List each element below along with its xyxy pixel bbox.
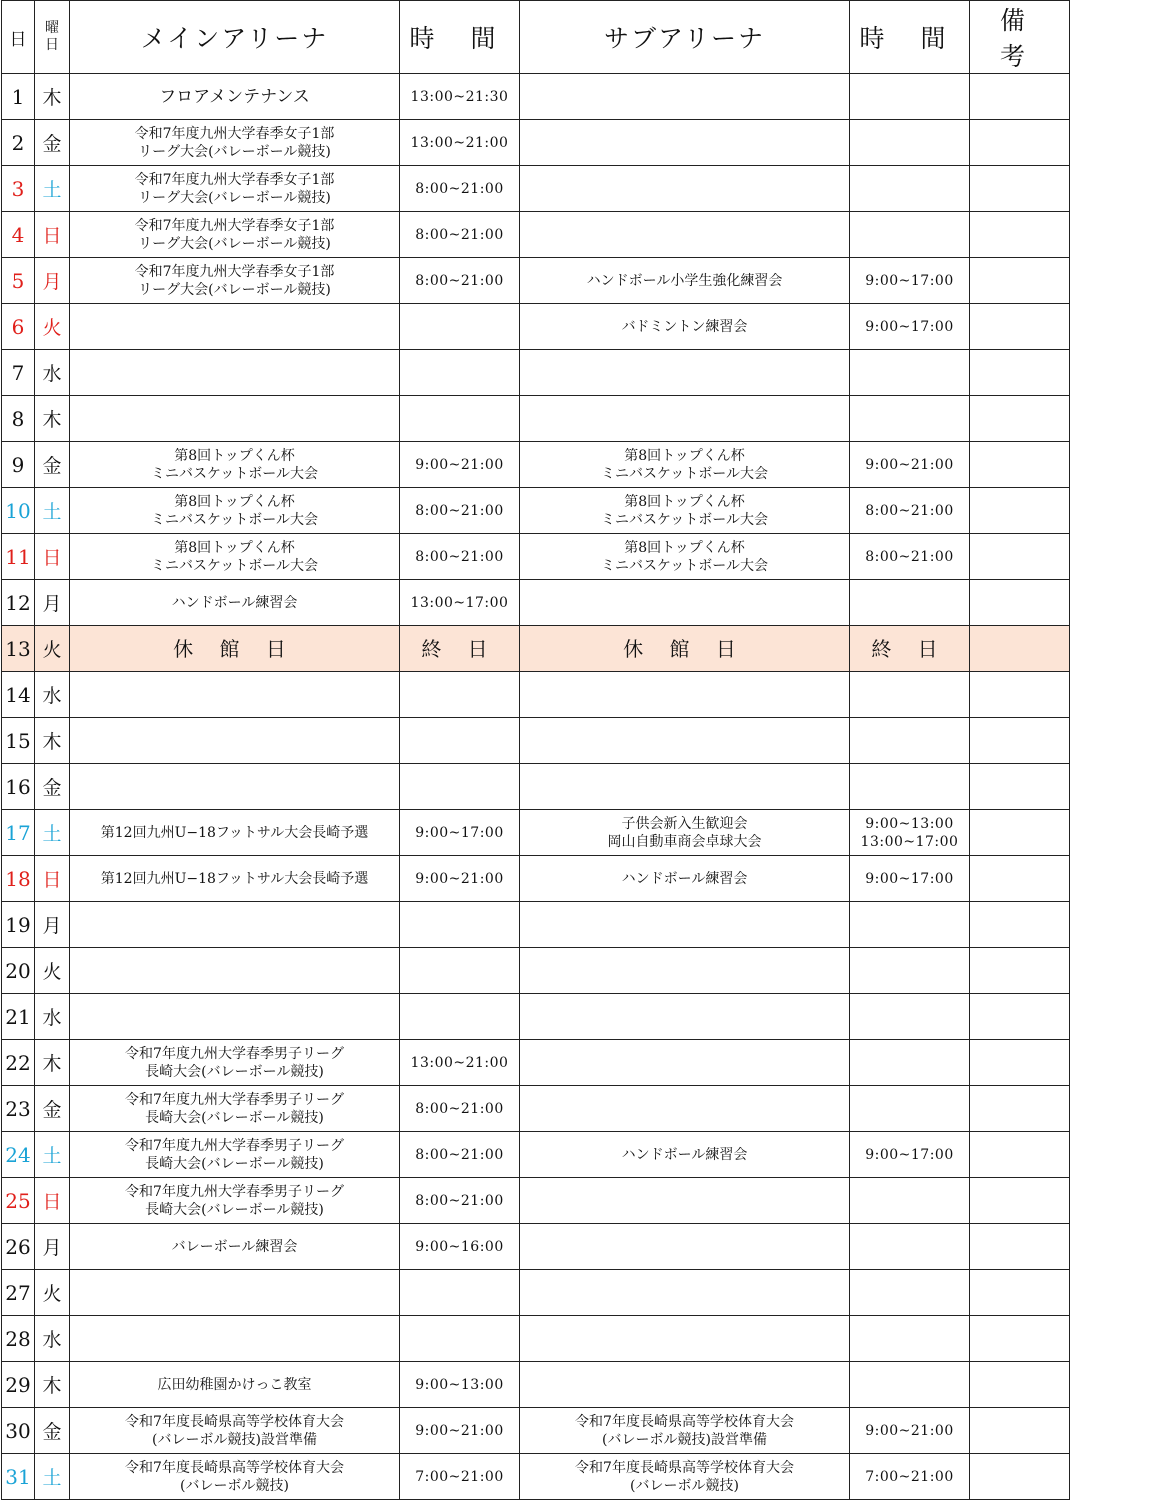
table-row <box>2 304 1070 350</box>
sub-arena-event-cell <box>520 120 850 166</box>
sub-arena-time-cell <box>850 120 970 166</box>
main-arena-time-cell: 終 日 <box>400 626 520 672</box>
day-of-week-cell: 水 <box>35 672 70 718</box>
day-of-week-cell: 木 <box>35 74 70 120</box>
sub-arena-time-cell <box>850 1224 970 1270</box>
sub-arena-event-cell <box>520 396 850 442</box>
day-cell: 30 <box>2 1408 35 1454</box>
day-cell: 26 <box>2 1224 35 1270</box>
sub-arena-time-cell: 9:00~17:00 <box>850 258 970 304</box>
main-arena-time-cell: 7:00~21:00 <box>400 1454 520 1500</box>
main-arena-time-cell: 9:00~21:00 <box>400 856 520 902</box>
day-of-week-cell: 金 <box>35 1086 70 1132</box>
sub-arena-time-cell <box>850 718 970 764</box>
day-cell: 19 <box>2 902 35 948</box>
sub-arena-event-cell <box>520 764 850 810</box>
sub-arena-event-cell <box>520 718 850 764</box>
header-dow-text: 曜 日 <box>45 20 59 53</box>
main-arena-time-cell <box>400 672 520 718</box>
sub-arena-event-cell: ハンドボール練習会 <box>520 856 850 902</box>
notes-cell <box>970 488 1070 534</box>
notes-cell <box>970 1132 1070 1178</box>
day-cell: 5 <box>2 258 35 304</box>
day-of-week-cell: 土 <box>35 166 70 212</box>
sub-arena-event-cell <box>520 1040 850 1086</box>
day-cell: 28 <box>2 1316 35 1362</box>
table-row <box>2 580 1070 626</box>
notes-cell <box>970 442 1070 488</box>
day-cell: 15 <box>2 718 35 764</box>
main-arena-time-cell: 8:00~21:00 <box>400 166 520 212</box>
sub-arena-event-cell: 子供会新入生歓迎会 岡山自動車商会卓球大会 <box>520 810 850 856</box>
sub-arena-event-cell <box>520 1362 850 1408</box>
main-arena-event-cell <box>70 994 400 1040</box>
main-arena-time-cell: 8:00~21:00 <box>400 212 520 258</box>
main-arena-event-cell <box>70 304 400 350</box>
sub-arena-time-cell <box>850 994 970 1040</box>
table-row <box>2 1086 1070 1132</box>
main-arena-time-cell <box>400 396 520 442</box>
main-arena-event-cell: 休 館 日 <box>70 626 400 672</box>
table-row <box>2 672 1070 718</box>
table-row <box>2 166 1070 212</box>
main-arena-time-cell: 13:00~21:00 <box>400 1040 520 1086</box>
main-arena-time-cell <box>400 948 520 994</box>
sub-arena-event-cell: バドミントン練習会 <box>520 304 850 350</box>
main-arena-time-cell <box>400 902 520 948</box>
sub-arena-time-cell <box>850 672 970 718</box>
notes-cell <box>970 1178 1070 1224</box>
table-row <box>2 1454 1070 1500</box>
main-arena-event-cell: 令和7年度九州大学春季男子リーグ 長崎大会(バレーボール競技) <box>70 1040 400 1086</box>
notes-cell <box>970 1408 1070 1454</box>
table-row <box>2 1040 1070 1086</box>
sub-arena-time-cell <box>850 1040 970 1086</box>
sub-arena-event-cell <box>520 1316 850 1362</box>
main-arena-time-cell: 8:00~21:00 <box>400 534 520 580</box>
sub-arena-event-cell <box>520 1178 850 1224</box>
main-arena-event-cell: 令和7年度九州大学春季女子1部 リーグ大会(バレーボール競技) <box>70 258 400 304</box>
day-cell: 24 <box>2 1132 35 1178</box>
day-cell: 9 <box>2 442 35 488</box>
notes-cell <box>970 1454 1070 1500</box>
table-row <box>2 442 1070 488</box>
day-cell: 16 <box>2 764 35 810</box>
day-of-week-cell: 水 <box>35 994 70 1040</box>
day-of-week-cell: 金 <box>35 120 70 166</box>
main-arena-event-cell: 令和7年度九州大学春季女子1部 リーグ大会(バレーボール競技) <box>70 120 400 166</box>
main-arena-event-cell <box>70 396 400 442</box>
sub-arena-time-cell: 8:00~21:00 <box>850 534 970 580</box>
table-row <box>2 1132 1070 1178</box>
sub-arena-time-cell: 9:00~13:00 13:00~17:00 <box>850 810 970 856</box>
sub-arena-time-cell: 9:00~17:00 <box>850 856 970 902</box>
sub-arena-time-cell <box>850 350 970 396</box>
header-row <box>2 1 1070 74</box>
main-arena-time-cell <box>400 1316 520 1362</box>
sub-arena-event-cell: ハンドボール小学生強化練習会 <box>520 258 850 304</box>
table-row <box>2 1362 1070 1408</box>
notes-cell <box>970 1040 1070 1086</box>
table-row <box>2 1178 1070 1224</box>
notes-cell <box>970 1270 1070 1316</box>
day-of-week-cell: 木 <box>35 1040 70 1086</box>
day-of-week-cell: 木 <box>35 396 70 442</box>
sub-arena-time-cell <box>850 1316 970 1362</box>
sub-arena-time-cell <box>850 902 970 948</box>
sub-arena-event-cell <box>520 1086 850 1132</box>
day-of-week-cell: 土 <box>35 1132 70 1178</box>
table-row <box>2 488 1070 534</box>
main-arena-event-cell <box>70 948 400 994</box>
notes-cell <box>970 350 1070 396</box>
day-cell: 20 <box>2 948 35 994</box>
table-row <box>2 396 1070 442</box>
main-arena-event-cell: 令和7年度九州大学春季女子1部 リーグ大会(バレーボール競技) <box>70 166 400 212</box>
notes-cell <box>970 580 1070 626</box>
table-row <box>2 212 1070 258</box>
main-arena-event-cell: 令和7年度九州大学春季男子リーグ 長崎大会(バレーボール競技) <box>70 1132 400 1178</box>
day-cell: 10 <box>2 488 35 534</box>
notes-cell <box>970 74 1070 120</box>
table-row <box>2 120 1070 166</box>
day-cell: 21 <box>2 994 35 1040</box>
notes-cell <box>970 856 1070 902</box>
notes-cell <box>970 672 1070 718</box>
day-cell: 27 <box>2 1270 35 1316</box>
sub-arena-time-cell <box>850 396 970 442</box>
notes-cell <box>970 994 1070 1040</box>
main-arena-time-cell: 13:00~21:00 <box>400 120 520 166</box>
header-day: 日 <box>2 1 35 74</box>
notes-cell <box>970 120 1070 166</box>
main-arena-time-cell <box>400 1270 520 1316</box>
main-arena-time-cell <box>400 304 520 350</box>
main-arena-event-cell: バレーボール練習会 <box>70 1224 400 1270</box>
day-of-week-cell: 火 <box>35 304 70 350</box>
main-arena-time-cell: 9:00~21:00 <box>400 442 520 488</box>
table-row <box>2 1408 1070 1454</box>
table-row <box>2 948 1070 994</box>
main-arena-time-cell: 9:00~13:00 <box>400 1362 520 1408</box>
main-arena-event-cell: 令和7年度長崎県高等学校体育大会 (バレーボル競技) <box>70 1454 400 1500</box>
header-sub-time: 時 間 <box>850 1 970 74</box>
day-of-week-cell: 日 <box>35 856 70 902</box>
notes-cell <box>970 626 1070 672</box>
table-row <box>2 810 1070 856</box>
day-of-week-cell: 水 <box>35 1316 70 1362</box>
sub-arena-event-cell <box>520 1224 850 1270</box>
day-of-week-cell: 土 <box>35 488 70 534</box>
sub-arena-event-cell <box>520 580 850 626</box>
main-arena-time-cell: 8:00~21:00 <box>400 1132 520 1178</box>
sub-arena-event-cell: 第8回トップくん杯 ミニバスケットボール大会 <box>520 488 850 534</box>
notes-cell <box>970 1086 1070 1132</box>
table-row <box>2 994 1070 1040</box>
day-cell: 17 <box>2 810 35 856</box>
main-arena-event-cell: 第8回トップくん杯 ミニバスケットボール大会 <box>70 488 400 534</box>
main-arena-event-cell <box>70 1270 400 1316</box>
notes-cell <box>970 212 1070 258</box>
schedule-table <box>1 0 1070 1500</box>
day-cell: 3 <box>2 166 35 212</box>
day-cell: 1 <box>2 74 35 120</box>
day-cell: 25 <box>2 1178 35 1224</box>
table-row <box>2 350 1070 396</box>
day-of-week-cell: 月 <box>35 580 70 626</box>
main-arena-time-cell: 9:00~21:00 <box>400 1408 520 1454</box>
table-row <box>2 1224 1070 1270</box>
main-arena-time-cell: 13:00~21:30 <box>400 74 520 120</box>
main-arena-time-cell <box>400 764 520 810</box>
day-cell: 13 <box>2 626 35 672</box>
table-row <box>2 258 1070 304</box>
main-arena-event-cell: 令和7年度長崎県高等学校体育大会 (バレーボル競技)設営準備 <box>70 1408 400 1454</box>
main-arena-event-cell: 第8回トップくん杯 ミニバスケットボール大会 <box>70 534 400 580</box>
day-cell: 29 <box>2 1362 35 1408</box>
table-row <box>2 534 1070 580</box>
header-sub-arena: サブアリーナ <box>520 1 850 74</box>
main-arena-time-cell: 8:00~21:00 <box>400 1086 520 1132</box>
sub-arena-event-cell <box>520 212 850 258</box>
main-arena-event-cell <box>70 1316 400 1362</box>
day-of-week-cell: 水 <box>35 350 70 396</box>
sub-arena-event-cell <box>520 166 850 212</box>
notes-cell <box>970 166 1070 212</box>
sub-arena-time-cell <box>850 74 970 120</box>
day-of-week-cell: 火 <box>35 948 70 994</box>
sub-arena-time-cell: 9:00~17:00 <box>850 304 970 350</box>
main-arena-event-cell <box>70 718 400 764</box>
table-row <box>2 1316 1070 1362</box>
header-main-time: 時 間 <box>400 1 520 74</box>
notes-cell <box>970 1224 1070 1270</box>
notes-cell <box>970 1316 1070 1362</box>
main-arena-event-cell: 令和7年度九州大学春季男子リーグ 長崎大会(バレーボール競技) <box>70 1086 400 1132</box>
sub-arena-event-cell <box>520 1270 850 1316</box>
sub-arena-time-cell <box>850 764 970 810</box>
sub-arena-time-cell <box>850 1270 970 1316</box>
main-arena-time-cell: 8:00~21:00 <box>400 1178 520 1224</box>
main-arena-event-cell: ハンドボール練習会 <box>70 580 400 626</box>
day-cell: 7 <box>2 350 35 396</box>
day-of-week-cell: 木 <box>35 1362 70 1408</box>
main-arena-time-cell: 9:00~16:00 <box>400 1224 520 1270</box>
day-cell: 11 <box>2 534 35 580</box>
notes-cell <box>970 1362 1070 1408</box>
notes-cell <box>970 764 1070 810</box>
notes-cell <box>970 396 1070 442</box>
main-arena-event-cell <box>70 764 400 810</box>
day-of-week-cell: 日 <box>35 534 70 580</box>
sub-arena-time-cell: 7:00~21:00 <box>850 1454 970 1500</box>
sub-arena-event-cell <box>520 948 850 994</box>
main-arena-event-cell: 広田幼稚園かけっこ教室 <box>70 1362 400 1408</box>
day-of-week-cell: 金 <box>35 442 70 488</box>
notes-cell <box>970 718 1070 764</box>
day-cell: 18 <box>2 856 35 902</box>
sub-arena-event-cell: 第8回トップくん杯 ミニバスケットボール大会 <box>520 534 850 580</box>
sub-arena-time-cell: 8:00~21:00 <box>850 488 970 534</box>
main-arena-time-cell: 8:00~21:00 <box>400 258 520 304</box>
table-row <box>2 718 1070 764</box>
notes-cell <box>970 948 1070 994</box>
sub-arena-time-cell <box>850 212 970 258</box>
header-notes: 備 考 <box>970 1 1070 74</box>
day-cell: 6 <box>2 304 35 350</box>
sub-arena-time-cell: 9:00~21:00 <box>850 442 970 488</box>
day-of-week-cell: 土 <box>35 810 70 856</box>
main-arena-event-cell: 令和7年度九州大学春季男子リーグ 長崎大会(バレーボール競技) <box>70 1178 400 1224</box>
table-row <box>2 626 1070 672</box>
table-row <box>2 1270 1070 1316</box>
header-main-arena: メインアリーナ <box>70 1 400 74</box>
day-of-week-cell: 土 <box>35 1454 70 1500</box>
main-arena-event-cell: 第8回トップくん杯 ミニバスケットボール大会 <box>70 442 400 488</box>
main-arena-event-cell <box>70 672 400 718</box>
day-cell: 23 <box>2 1086 35 1132</box>
day-of-week-cell: 火 <box>35 1270 70 1316</box>
main-arena-event-cell: 令和7年度九州大学春季女子1部 リーグ大会(バレーボール競技) <box>70 212 400 258</box>
day-of-week-cell: 木 <box>35 718 70 764</box>
day-of-week-cell: 月 <box>35 902 70 948</box>
sub-arena-event-cell: 休 館 日 <box>520 626 850 672</box>
sub-arena-event-cell <box>520 994 850 1040</box>
header-day-of-week <box>35 1 70 74</box>
sub-arena-time-cell: 9:00~17:00 <box>850 1132 970 1178</box>
main-arena-event-cell: 第12回九州U−18フットサル大会長崎予選 <box>70 810 400 856</box>
main-arena-time-cell: 8:00~21:00 <box>400 488 520 534</box>
sub-arena-time-cell <box>850 1178 970 1224</box>
sub-arena-event-cell: 令和7年度長崎県高等学校体育大会 (バレーボル競技) <box>520 1454 850 1500</box>
notes-cell <box>970 258 1070 304</box>
sub-arena-event-cell <box>520 672 850 718</box>
table-row <box>2 764 1070 810</box>
sub-arena-event-cell: 令和7年度長崎県高等学校体育大会 (バレーボル競技)設営準備 <box>520 1408 850 1454</box>
main-arena-event-cell <box>70 902 400 948</box>
day-of-week-cell: 金 <box>35 764 70 810</box>
main-arena-event-cell <box>70 350 400 396</box>
notes-cell <box>970 902 1070 948</box>
day-of-week-cell: 金 <box>35 1408 70 1454</box>
notes-cell <box>970 534 1070 580</box>
table-row <box>2 74 1070 120</box>
sub-arena-time-cell <box>850 580 970 626</box>
main-arena-time-cell <box>400 718 520 764</box>
day-cell: 14 <box>2 672 35 718</box>
table-row <box>2 902 1070 948</box>
day-of-week-cell: 日 <box>35 1178 70 1224</box>
sub-arena-time-cell <box>850 948 970 994</box>
day-of-week-cell: 日 <box>35 212 70 258</box>
table-row <box>2 856 1070 902</box>
sub-arena-time-cell <box>850 1086 970 1132</box>
notes-cell <box>970 810 1070 856</box>
sub-arena-event-cell: 第8回トップくん杯 ミニバスケットボール大会 <box>520 442 850 488</box>
day-cell: 2 <box>2 120 35 166</box>
sub-arena-event-cell <box>520 74 850 120</box>
day-cell: 31 <box>2 1454 35 1500</box>
day-cell: 8 <box>2 396 35 442</box>
day-cell: 12 <box>2 580 35 626</box>
sub-arena-event-cell <box>520 902 850 948</box>
day-cell: 4 <box>2 212 35 258</box>
sub-arena-time-cell: 9:00~21:00 <box>850 1408 970 1454</box>
notes-cell <box>970 304 1070 350</box>
day-of-week-cell: 月 <box>35 258 70 304</box>
sub-arena-time-cell <box>850 166 970 212</box>
sub-arena-event-cell <box>520 350 850 396</box>
main-arena-event-cell: フロアメンテナンス <box>70 74 400 120</box>
day-of-week-cell: 火 <box>35 626 70 672</box>
main-arena-time-cell: 9:00~17:00 <box>400 810 520 856</box>
sub-arena-event-cell: ハンドボール練習会 <box>520 1132 850 1178</box>
main-arena-time-cell: 13:00~17:00 <box>400 580 520 626</box>
sub-arena-time-cell <box>850 1362 970 1408</box>
day-cell: 22 <box>2 1040 35 1086</box>
day-of-week-cell: 月 <box>35 1224 70 1270</box>
sub-arena-time-cell: 終 日 <box>850 626 970 672</box>
main-arena-event-cell: 第12回九州U−18フットサル大会長崎予選 <box>70 856 400 902</box>
main-arena-time-cell <box>400 994 520 1040</box>
main-arena-time-cell <box>400 350 520 396</box>
